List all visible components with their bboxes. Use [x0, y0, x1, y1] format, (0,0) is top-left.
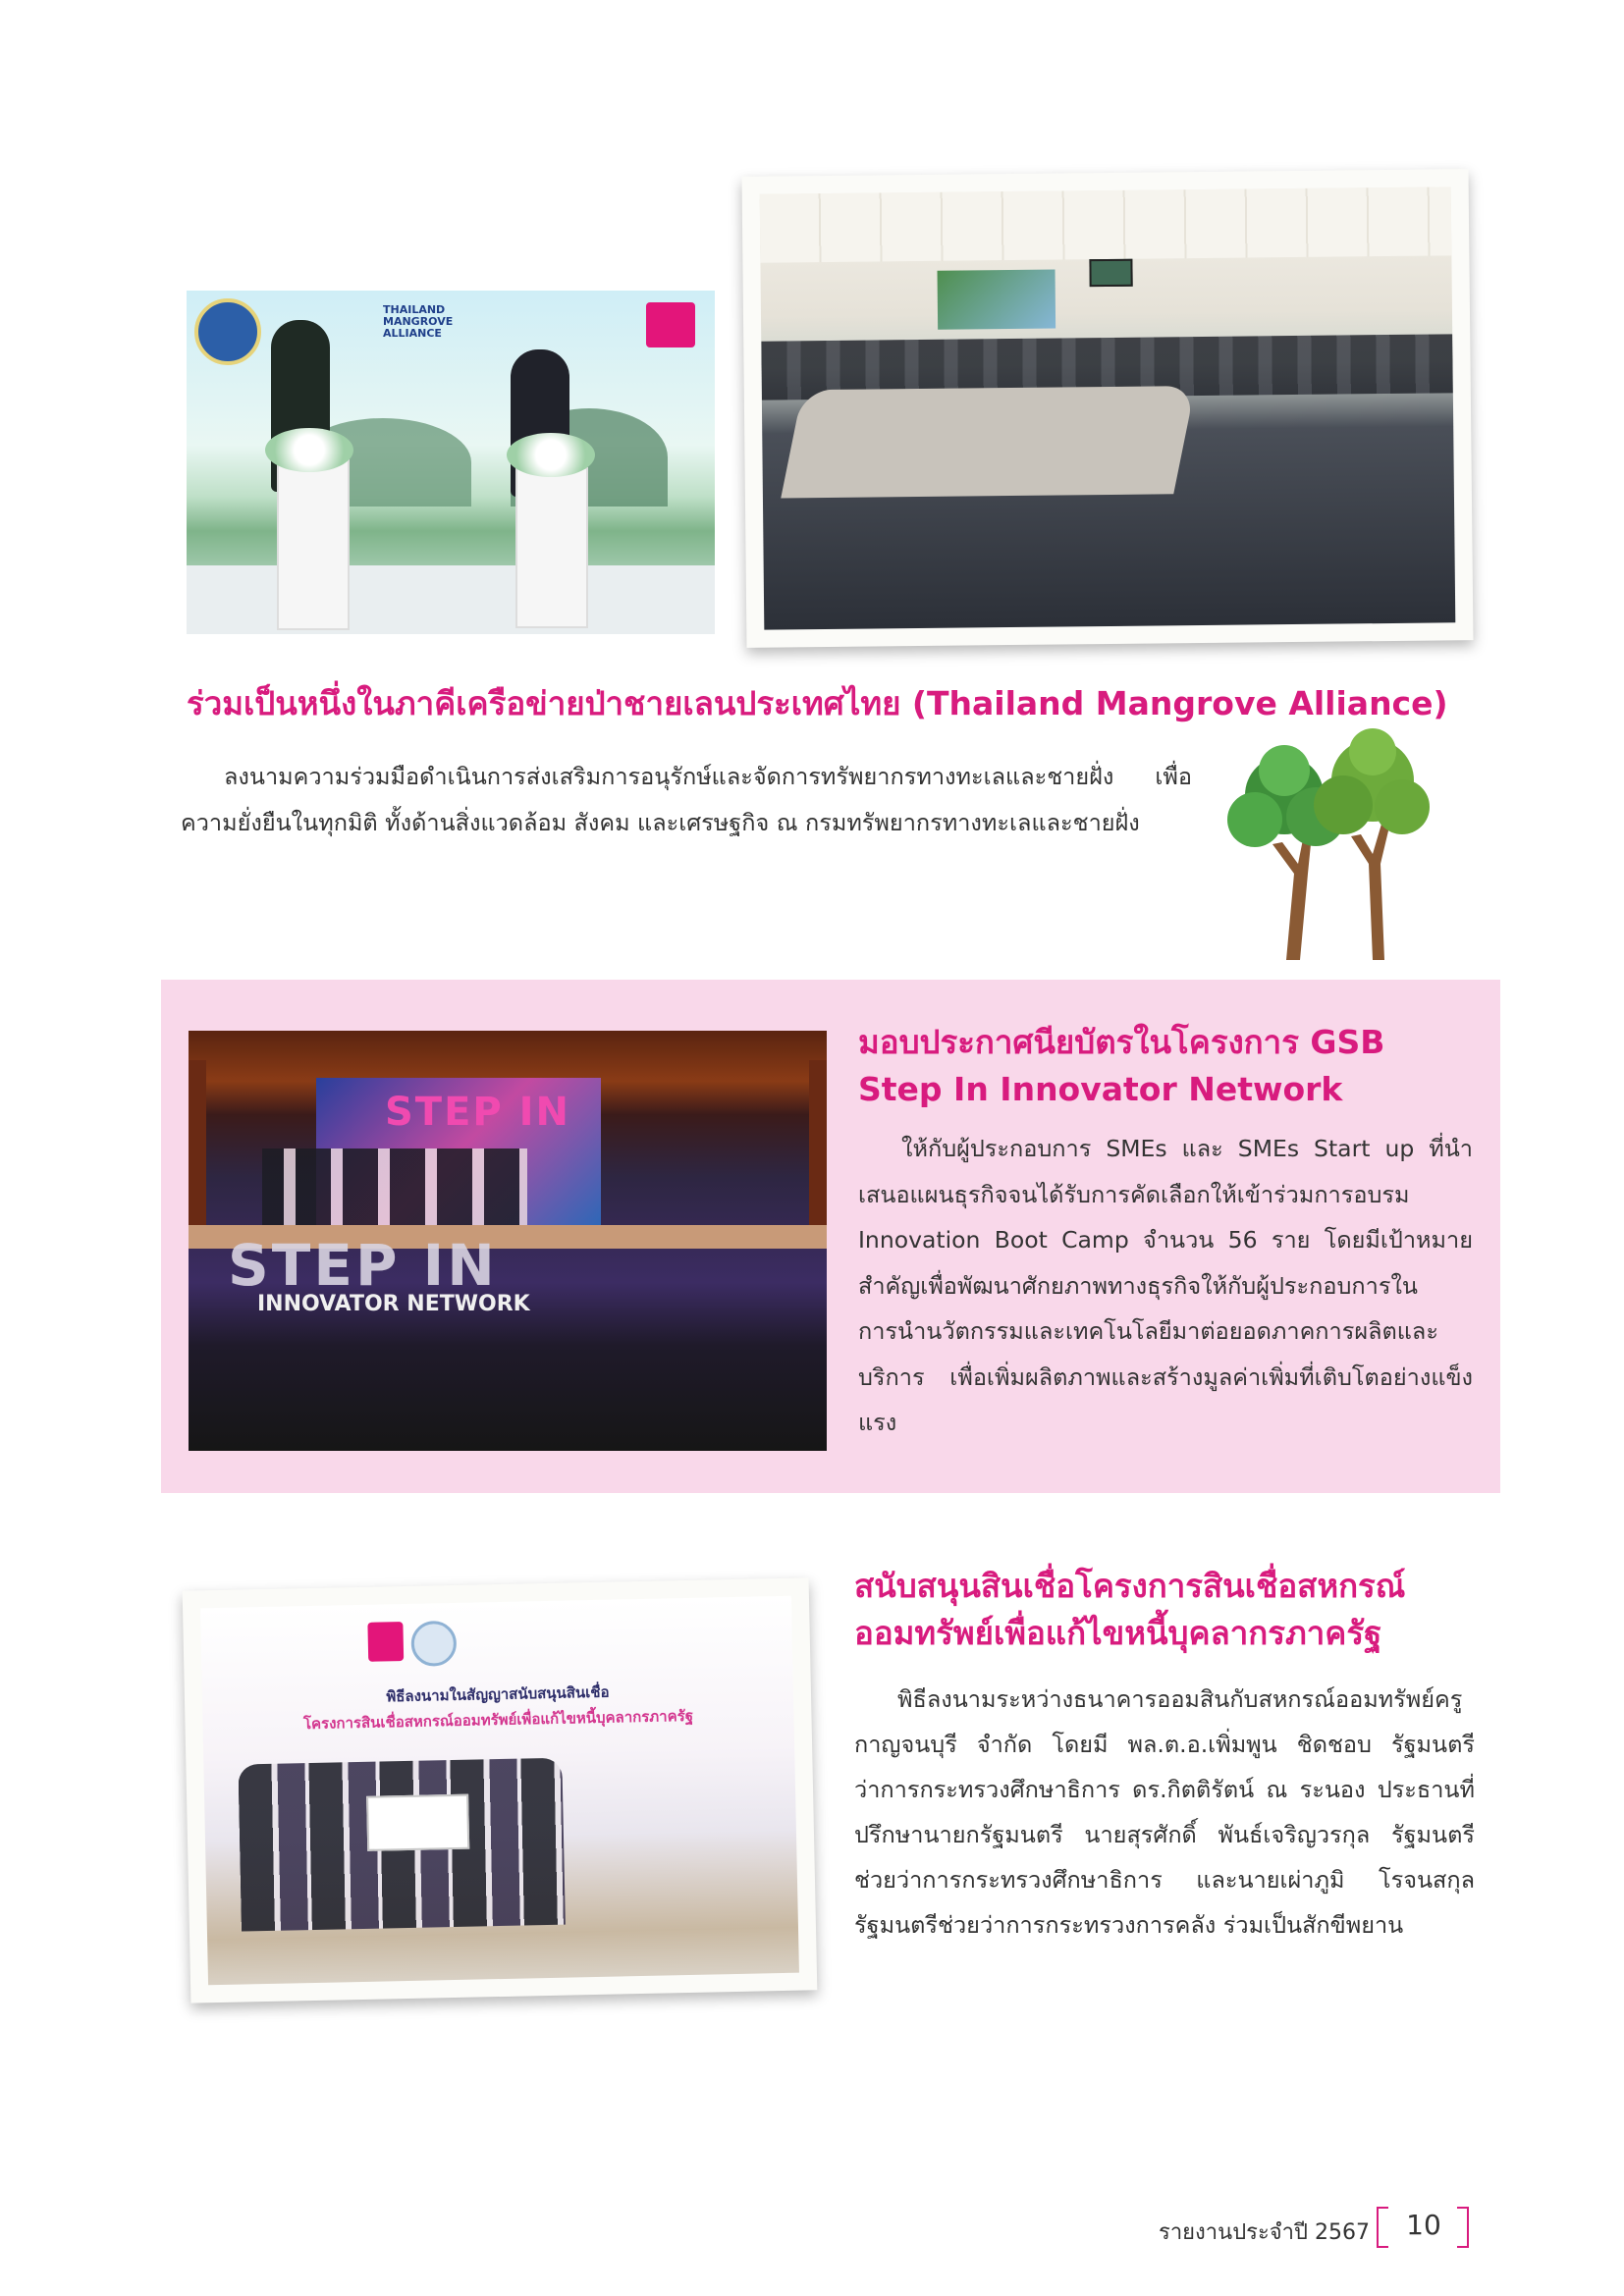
- podium: [277, 459, 350, 630]
- tree-illustration: [1225, 726, 1432, 962]
- page-bracket-left: [1377, 2207, 1388, 2248]
- page-footer: [1159, 2203, 1483, 2252]
- department-seal-logo: [194, 298, 261, 365]
- photo-mangrove-signing: [187, 291, 715, 634]
- agreement-board: [366, 1794, 469, 1851]
- section3-title: [854, 1563, 1483, 1657]
- cooperative-logo: [410, 1621, 457, 1667]
- ceremony-banner-subtitle: โครงการสินเชื่อสหกรณ์ออมทรัพย์เพื่อแก้ไขหนี้บุคลากรภาครัฐ: [302, 1706, 694, 1734]
- photo-mou-ceremony: [183, 1577, 818, 2002]
- photo-step-in-stage: [189, 1031, 827, 1451]
- podium: [515, 467, 588, 628]
- section3-body: [854, 1677, 1475, 1948]
- section3-title-line2: ออมทรัพย์เพื่อแก้ไขหนี้บุคลากรภาครัฐ: [854, 1614, 1382, 1652]
- section2-title: [858, 1019, 1447, 1113]
- innovator-network-sign: INNOVATOR NETWORK: [257, 1292, 530, 1316]
- gsb-logo: [646, 302, 695, 347]
- award-recipients: [262, 1148, 527, 1227]
- step-in-stage-sign: STEP IN: [228, 1232, 498, 1299]
- section2-title-line2: Step In Innovator Network: [858, 1070, 1343, 1108]
- page-bracket-right: [1457, 2207, 1469, 2248]
- presentation-screen: [938, 270, 1056, 330]
- page-number: 10: [1406, 2209, 1441, 2241]
- section3-title-line1: สนับสนุนสินเชื่อโครงการสินเชื่อสหกรณ์: [854, 1567, 1406, 1605]
- meeting-table: [781, 386, 1195, 498]
- section1-body: [181, 754, 1192, 846]
- annual-report-label: รายงานประจำปี 2567: [1159, 2220, 1370, 2245]
- section2-body-text: ให้กับผู้ประกอบการ SMEs และ SMEs Start up ที่นำเสนอแผนธุรกิจจนได้รับการคัดเลือกให้เข้าร่วมการอบรม Innovation Boot Camp จำนวน 56 ราย โดยมีเป้าหมายสำคัญเพื่อพัฒนาศักยภาพทางธุรกิจให้กับผู้ประกอบการในการนำนวัตกรรมและเทคโนโลยีมาต่อยอดภาคการผลิตและบริการ เพื่อเพิ่มผลิตภาพและสร้างมูลค่าเพิ่มที่เติบโตอย่างแข็งแรง: [858, 1135, 1473, 1436]
- section1-title: ร่วมเป็นหนึ่งในภาคีเครือข่ายป่าชายเลนประเทศไทย (Thailand Mangrove Alliance): [187, 684, 1448, 722]
- section2-body: [858, 1126, 1473, 1446]
- section2-title-line1: มอบประกาศนียบัตรในโครงการ GSB: [858, 1023, 1385, 1061]
- step-in-screen-logo: STEP IN: [385, 1090, 571, 1135]
- photo-meeting-room: [742, 169, 1474, 648]
- mangrove-alliance-logo: THAILAND MANGROVE ALLIANCE: [383, 303, 454, 340]
- section3-body-text: พิธีลงนามระหว่างธนาคารออมสินกับสหกรณ์ออมทรัพย์ครูกาญจนบุรี จำกัด โดยมี พล.ต.อ.เพิ่มพูน ชิดชอบ รัฐมนตรีว่าการกระทรวงศึกษาธิการ ดร.กิตติรัตน์ ณ ระนอง ประธานที่ปรึกษานายกรัฐมนตรี นายสุรศักดิ์ พันธ์เจริญวรกุล รัฐมนตรีช่วยว่าการกระทรวงศึกษาธิการ และนายเผ่าภูมิ โรจนสกุล รัฐมนตรีช่วยว่าการกระทรวงการคลัง ร่วมเป็นสักขีพยาน: [854, 1685, 1475, 1939]
- gsb-logo: [367, 1622, 404, 1662]
- section1-body-text: ลงนามความร่วมมือดำเนินการส่งเสริมการอนุรักษ์และจัดการทรัพยากรทางทะเลและชายฝั่ง เพื่อความยั่งยืนในทุกมิติ ทั้งด้านสิ่งแวดล้อม สังคม และเศรษฐกิจ ณ กรมทรัพยากรทางทะเลและชายฝั่ง: [181, 763, 1192, 836]
- ceremony-banner-title: พิธีลงนามในสัญญาสนับสนุนสินเชื่อ: [386, 1682, 610, 1706]
